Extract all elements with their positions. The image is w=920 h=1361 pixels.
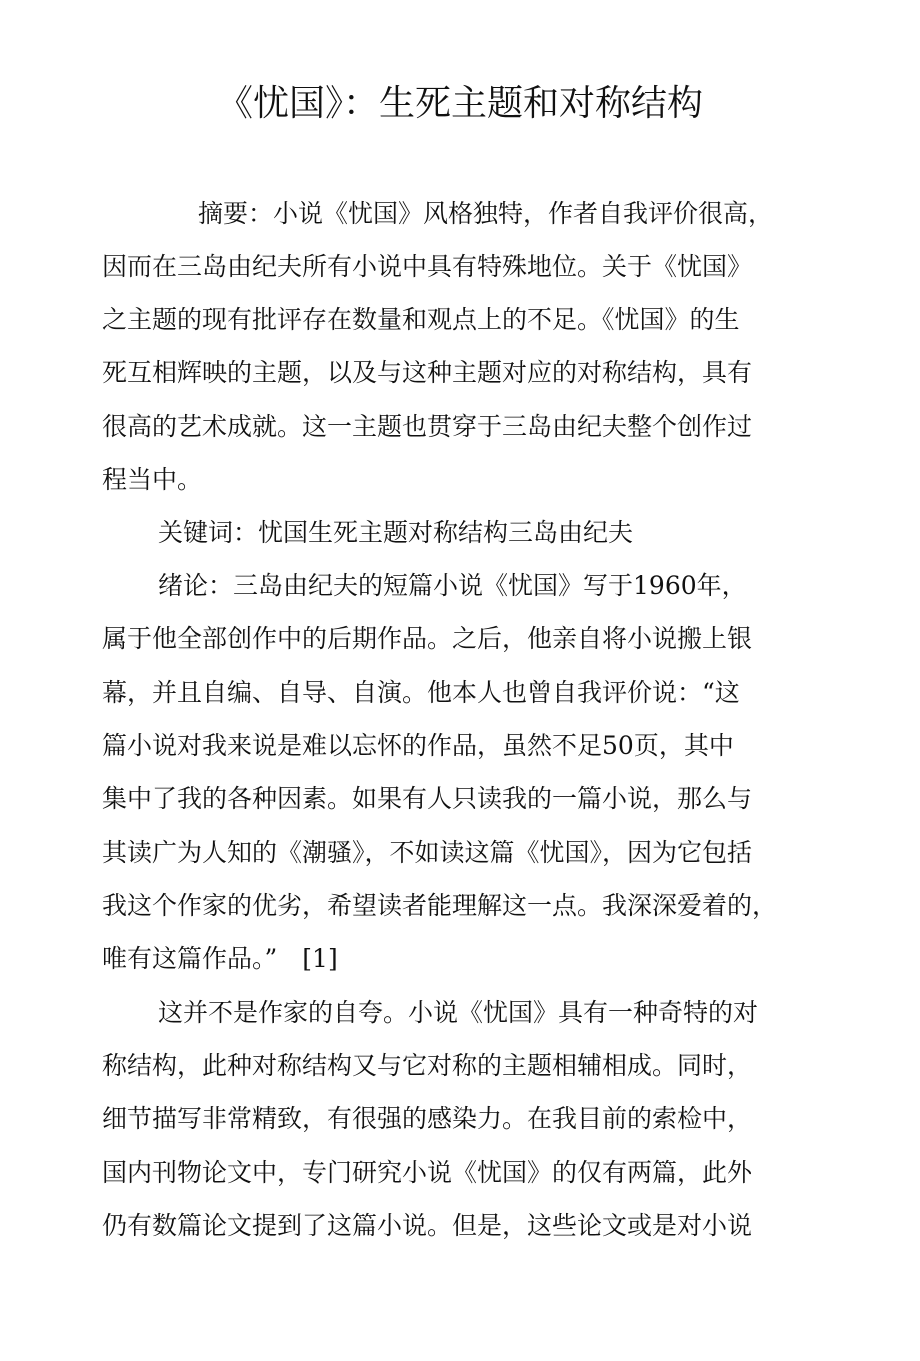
paragraph-line-4: 国内刊物论文中，专门研究小说《忧国》的仅有两篇，此外	[102, 1158, 753, 1187]
keywords-line: 关键词：忧国生死主题对称结构三岛由纪夫	[158, 518, 634, 547]
abstract-line-5: 很高的艺术成就。这一主题也贯穿于三岛由纪夫整个创作过	[102, 412, 753, 441]
intro-line-7: 我这个作家的优劣，希望读者能理解这一点。我深深爱着的，	[102, 891, 778, 920]
paragraph-line-2: 称结构，此种对称结构又与它对称的主题相辅相成。同时，	[102, 1051, 753, 1080]
intro-line-8: 唯有这篇作品。” [1]	[102, 944, 338, 973]
abstract-line-3: 之主题的现有批评存在数量和观点上的不足。《忧国》的生	[102, 305, 740, 334]
paragraph-line-3: 细节描写非常精致，有很强的感染力。在我目前的索检中，	[102, 1104, 753, 1133]
intro-line-2: 属于他全部创作中的后期作品。之后，他亲自将小说搬上银	[102, 624, 753, 653]
paragraph-line-5: 仍有数篇论文提到了这篇小说。但是，这些论文或是对小说	[102, 1211, 753, 1240]
paragraph-line-1: 这并不是作家的自夸。小说《忧国》具有一种奇特的对	[158, 998, 759, 1027]
abstract-line-6: 程当中。	[102, 465, 203, 494]
intro-line-5: 集中了我的各种因素。如果有人只读我的一篇小说，那么与	[102, 784, 753, 813]
document-title: 《忧国》：生死主题和对称结构	[216, 83, 703, 124]
intro-line-1: 绪论：三岛由纪夫的短篇小说《忧国》写于1960年，	[158, 571, 747, 600]
intro-line-3: 幕，并且自编、自导、自演。他本人也曾自我评价说：“这	[102, 678, 740, 707]
intro-line-6: 其读广为人知的《潮骚》，不如读这篇《忧国》，因为它包括	[102, 838, 753, 867]
intro-line-4: 篇小说对我来说是难以忘怀的作品，虽然不足50页，其中	[102, 731, 734, 760]
abstract-line-2: 因而在三岛由纪夫所有小说中具有特殊地位。关于《忧国》	[102, 252, 753, 281]
abstract-line-4: 死互相辉映的主题，以及与这种主题对应的对称结构，具有	[102, 358, 753, 387]
abstract-line-1: 摘要：小说《忧国》风格独特，作者自我评价很高，	[198, 199, 774, 228]
